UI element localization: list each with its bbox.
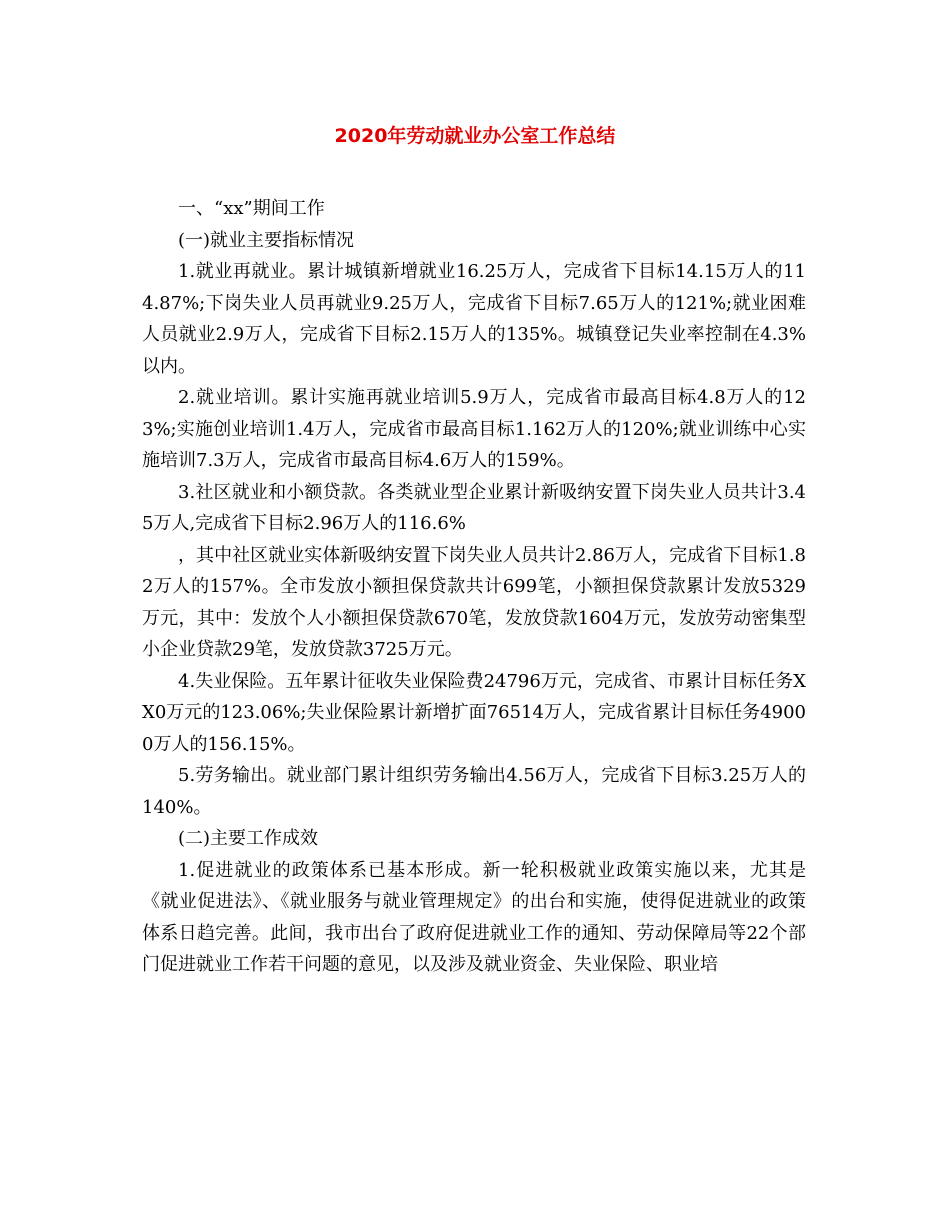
paragraph: 1.促进就业的政策体系已基本形成。新一轮积极就业政策实施以来，尤其是《就业促进法》、《就业服务与就业管理规定》的出台和实施，使得促进就业的政策体系日趋完善。此间，我市出台了政府促进就业工作的通知、劳动保障局等22个部门促进就业工作若干问题的意见，以及涉及就业资金、失业保险、职业培 <box>142 859 806 975</box>
paragraph: 3.社区就业和小额贷款。各类就业型企业累计新吸纳安置下岗失业人员共计3.45万人,完成省下目标2.96万人的116.6% <box>142 481 806 534</box>
paragraph: 4.失业保险。五年累计征收失业保险费24796万元，完成省、市累计目标任务XX0万元的123.06%;失业保险累计新增扩面76514万人，完成省累计目标任务49000万人的156.15%。 <box>142 670 806 755</box>
subsection-heading: (二)主要工作成效 <box>178 828 319 849</box>
paragraph: 2.就业培训。累计实施再就业培训5.9万人，完成省市最高目标4.8万人的123%;实施创业培训1.4万人，完成省市最高目标1.162万人的120%;就业训练中心实施培训7.3万人，完成省市最高目标4.6万人的159%。 <box>142 387 806 471</box>
subsection-heading: (一)就业主要指标情况 <box>178 229 355 251</box>
paragraph: 5.劳务输出。就业部门累计组织劳务输出4.56万人，完成省下目标3.25万人的140%。 <box>142 765 806 818</box>
document-body <box>142 193 806 981</box>
paragraph: 1.就业再就业。累计城镇新增就业16.25万人，完成省下目标14.15万人的114.87%;下岗失业人员再就业9.25万人，完成省下目标7.65万人的121%;就业困难人员就业2.9万人，完成省下目标2.15万人的135%。城镇登记失业率控制在4.3%以内。 <box>142 261 806 377</box>
paragraph: ，其中社区就业实体新吸纳安置下岗失业人员共计2.86万人，完成省下目标1.82万人的157%。全市发放小额担保贷款共计699笔，小额担保贷款累计发放5329万元，其中：发放个人小额担保贷款670笔，发放贷款1604万元，发放劳动密集型小企业贷款29笔，发放贷款3725万元。 <box>142 544 806 660</box>
section-heading: 一、“xx”期间工作 <box>178 198 325 219</box>
document-title: 2020年劳动就业办公室工作总结 <box>334 125 616 147</box>
